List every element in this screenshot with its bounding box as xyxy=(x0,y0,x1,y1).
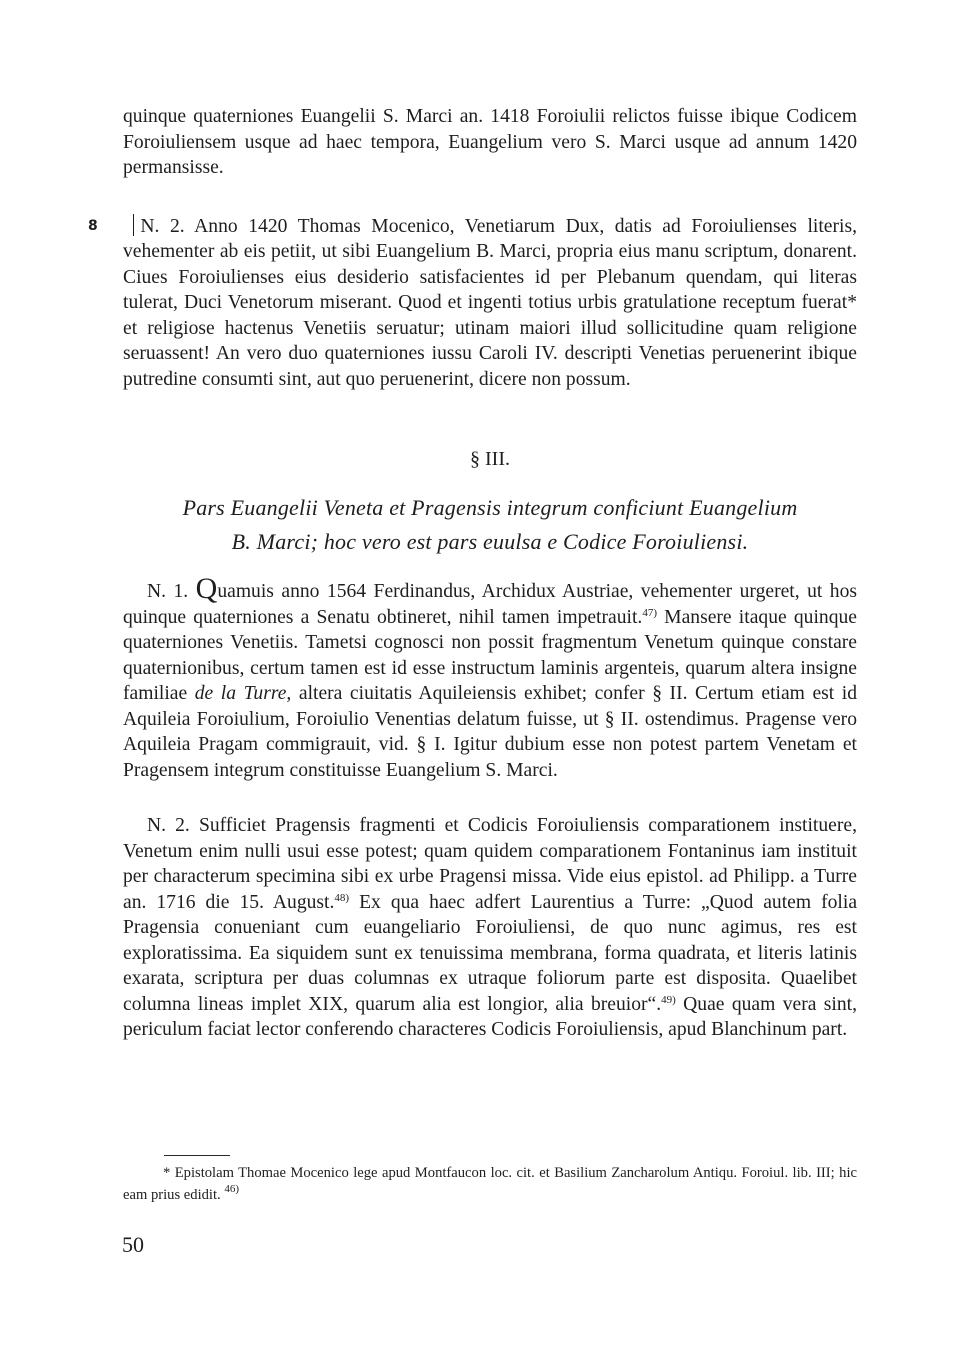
paragraph-text: Ex qua haec adfert Laurentius a Turre: „Quod autem folia Pragensia conueniant cum euangeliario Foroiuliensi, de quo nunc agimus, res est exploratissima. Ea siquidem sunt ex tenuissima membrana, forma quadrata, et literis latinis exarata, scriptura per duas columnas ex utraque foliorum parte est disposita. Quaelibet columna lineas implet XIX, quarum alia est longior, alia breuior“. xyxy=(123,891,858,1015)
footnote-text: * Epistolam Thomae Mocenico lege apud Montfaucon loc. cit. et Basilium Zancharolum Antiqu. Foroiul. lib. III; hic eam prius edidit. xyxy=(123,1165,857,1203)
paragraph-s3-n1 xyxy=(123,572,858,783)
footnote-ref-47: 47) xyxy=(642,606,657,619)
paragraph-text: uamuis anno 1564 Ferdinandus, Archidux Austriae, vehementer urgeret, ut hos quinque quaterniones a Senatu obtineret, nihil tamen impetrauit. xyxy=(123,581,857,628)
paragraph-s3-n2 xyxy=(123,813,857,1043)
section-title-line-2: B. Marci; hoc vero est pars euulsa e Codice Foroiuliensi. xyxy=(231,529,749,554)
paragraph-text: Quae quam vera sint, periculum faciat lector conferendo characteres Codicis Foroiuliensis, apud Blanchinum part. xyxy=(123,993,857,1040)
footnote-ref-48: 48) xyxy=(334,891,350,904)
margin-number: 8 xyxy=(88,217,98,234)
footnote-ref-49: 49) xyxy=(661,993,676,1006)
footnote xyxy=(123,1162,857,1206)
footnote-ref-46: 46) xyxy=(224,1183,240,1195)
paragraph-text: Sufficiet Pragensis fragmenti et Codicis Foroiuliensis comparationem instituere, Venetum enim nulli usui esse potest; quam quidem comparationem Fontaninus iam instituit per characterum specimina sibi ex urbe Pragensi missa. Vide eius epistol. ad Philipp. a Turre an. 1716 die 15. August. xyxy=(123,815,857,913)
paragraph-text: Mansere itaque quinque quaterniones Venetiis. Tametsi cognosci non possit fragmentum Venetum quinque constare quaternionibus, certum tamen est id esse instructum laminis argenteis, quarum altera insigne familiae xyxy=(123,606,857,704)
paragraph-label: N. 2. xyxy=(147,815,190,836)
intro-paragraph: quinque quaterniones Euangelii S. Marci an. 1418 Foroiulii relictos fuisse ibique Codicem Foroiuliensem usque ad haec tempora, Euangelium vero S. Marci usque ad annum 1420 permansisse. xyxy=(123,106,857,178)
paragraph-n2 xyxy=(88,214,857,393)
section-title-line-1: Pars Euangelii Veneta et Pragensis integrum conficiunt Euangelium xyxy=(182,495,798,520)
footnote-divider xyxy=(164,1155,230,1156)
margin-bar xyxy=(133,214,134,236)
section-heading: § III. xyxy=(470,448,510,470)
paragraph-text: altera ciuitatis Aquileiensis exhibet; confer § II. Certum etiam est id Aquileia Foroiulium, Foroiulio Venentias delatum fuisse, ut § II. ostendimus. Pragense vero Aquileia Pragam commigrauit, vid. § I. Igitur dubium esse non potest partem Venetam et Pragensem integrum constituisse Euangelium S. Marci. xyxy=(123,683,858,781)
paragraph-n2-text: N. 2. Anno 1420 Thomas Mocenico, Venetiarum Dux, datis ad Foroiulienses literis, vehementer ab eis petiit, ut sibi Euangelium B. Marci, propria eius manu scriptum, donarent. Ciues Foroiulienses eius desiderio satisfacientes id per Plebanum quendam, qui literas tulerat, Duci Venetorum miserant. Quod et ingenti totius urbis gratulatione receptum fuerat* et religiose hactenus Venetiis seruatur; utinam maiori illud sollicitudine quam religione seruassent! An vero duo quaterniones iussu Caroli IV. descripti Venetias peruenerint ibique putredine consumti sint, aut quo peruenerint, dicere non possum. xyxy=(123,215,857,390)
italic-name: de la Turre, xyxy=(194,683,292,704)
paragraph-label: N. 1. xyxy=(147,581,189,602)
drop-cap: Q xyxy=(195,572,218,605)
page-body xyxy=(88,104,858,1043)
page-number: 50 xyxy=(122,1232,144,1257)
section-title xyxy=(123,491,857,559)
